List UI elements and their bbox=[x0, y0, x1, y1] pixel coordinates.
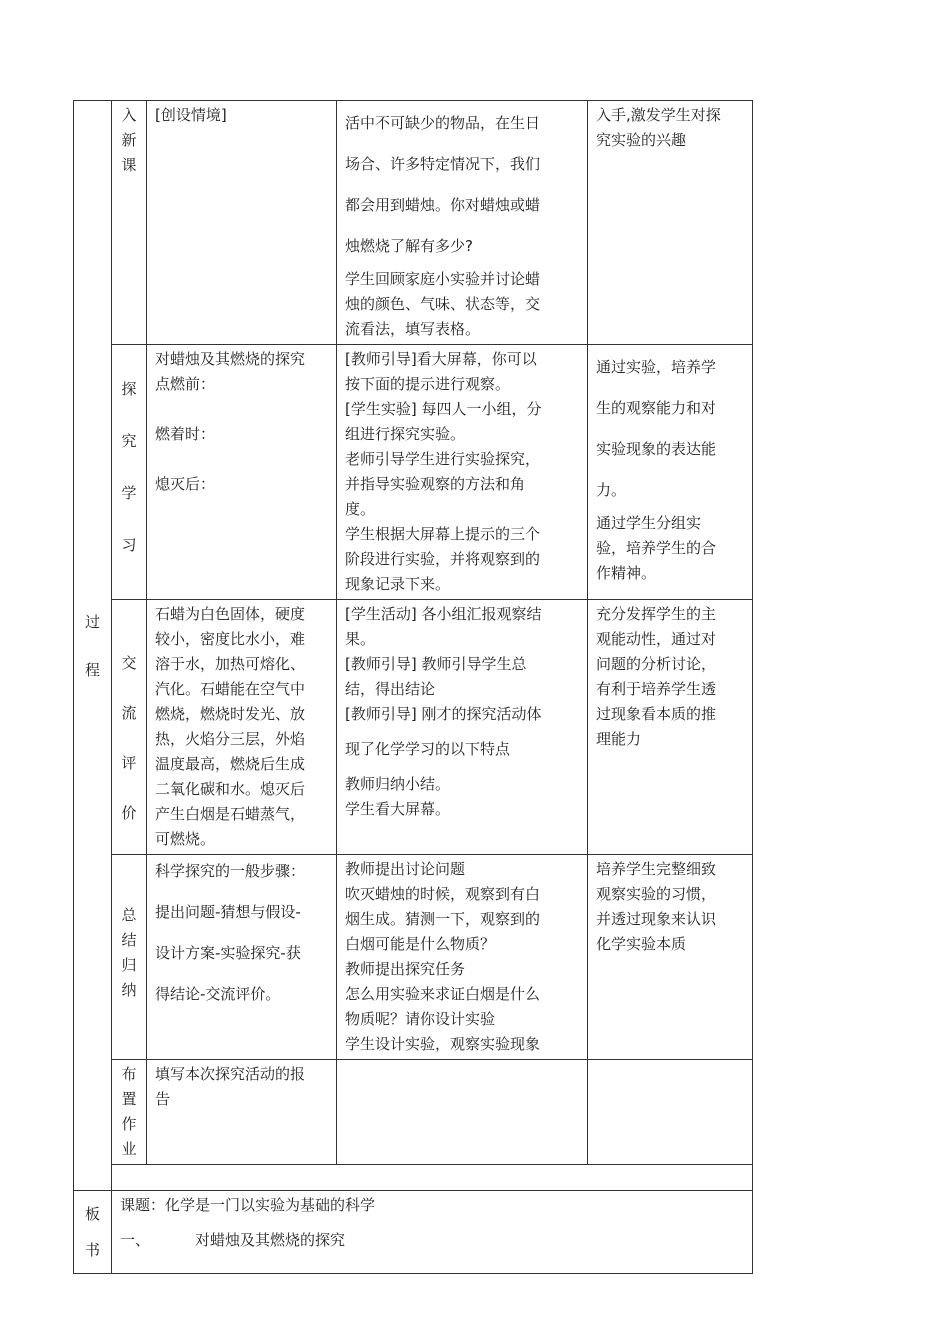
intent-line: 并透过现象来认识 bbox=[596, 910, 717, 928]
intent-cell bbox=[588, 600, 753, 855]
stage-cell bbox=[112, 101, 147, 345]
content-line: 熄灭后： bbox=[155, 475, 216, 493]
stage-label: 布 bbox=[121, 1065, 137, 1083]
teacher-line: 学生根据大屏幕上提示的三个 bbox=[345, 525, 541, 543]
content-line: 产生白烟是石蜡蒸气， bbox=[155, 805, 306, 823]
intent-line: 通过实验，培养学 bbox=[596, 358, 717, 376]
teacher-line: 烛的颜色、气味、状态等，交 bbox=[345, 295, 541, 313]
stage-label: 交 bbox=[121, 654, 137, 672]
stage-label: 课 bbox=[121, 156, 137, 174]
content-line: 设计方案-实验探究-获 bbox=[155, 944, 301, 962]
stage-label: 入 bbox=[121, 106, 137, 124]
content-line: [创设情境] bbox=[155, 106, 227, 124]
content-cell bbox=[147, 101, 337, 345]
board-content-cell bbox=[112, 1191, 753, 1274]
content-line: 汽化。石蜡能在空气中 bbox=[155, 680, 306, 698]
teacher-line: [教师引导] 教师引导学生总 bbox=[345, 655, 527, 673]
teacher-line: 现象记录下来。 bbox=[345, 575, 451, 593]
teacher-line: 结，得出结论 bbox=[345, 680, 436, 698]
stage-label: 流 bbox=[121, 704, 137, 722]
content-line: 石蜡为白色固体，硬度 bbox=[155, 605, 306, 623]
teacher-line: 白烟可能是什么物质？ bbox=[345, 935, 496, 953]
empty-cell bbox=[112, 1165, 753, 1191]
stage-label: 新 bbox=[121, 131, 137, 149]
stage-label: 究 bbox=[121, 432, 137, 450]
board-item-number: 一、 bbox=[120, 1231, 151, 1249]
board-item-text: 对蜡烛及其燃烧的探究 bbox=[195, 1231, 346, 1249]
content-line: 点燃前： bbox=[155, 375, 216, 393]
teacher-line: 学生设计实验，观察实验现象 bbox=[345, 1035, 541, 1053]
content-line: 燃烧，燃烧时发光、放 bbox=[155, 705, 306, 723]
teacher-cell bbox=[337, 600, 588, 855]
teacher-cell bbox=[337, 345, 588, 600]
stage-label: 价 bbox=[121, 804, 137, 822]
intent-line: 过现象看本质的推 bbox=[596, 705, 717, 723]
table-row bbox=[74, 600, 753, 855]
teacher-line: 老师引导学生进行实验探究， bbox=[345, 450, 541, 468]
process-label-cell bbox=[74, 101, 112, 1191]
intent-cell bbox=[588, 101, 753, 345]
teacher-line: 学生看大屏幕。 bbox=[345, 800, 451, 818]
content-line: 科学探究的一般步骤： bbox=[155, 862, 306, 880]
teacher-line: 按下面的提示进行观察。 bbox=[345, 375, 511, 393]
content-line: 燃着时： bbox=[155, 425, 216, 443]
stage-label: 置 bbox=[121, 1090, 137, 1108]
teacher-line: 烛燃烧了解有多少? bbox=[345, 237, 473, 255]
teacher-line: [教师引导]看大屏幕，你可以 bbox=[345, 350, 537, 368]
teacher-line: 果。 bbox=[345, 630, 376, 648]
content-line: 较小，密度比水小，难 bbox=[155, 630, 306, 648]
content-cell bbox=[147, 1060, 337, 1165]
stage-cell bbox=[112, 1060, 147, 1165]
content-line: 可燃烧。 bbox=[155, 830, 216, 848]
intent-line: 力。 bbox=[596, 481, 627, 499]
stage-label: 作 bbox=[121, 1115, 137, 1133]
intent-line: 化学实验本质 bbox=[596, 935, 687, 953]
intent-line: 生的观察能力和对 bbox=[596, 399, 717, 417]
process-label: 程 bbox=[84, 660, 100, 679]
intent-line: 通过学生分组实 bbox=[596, 514, 702, 532]
stage-label: 评 bbox=[121, 754, 137, 772]
teacher-line: [学生活动] 各小组汇报观察结 bbox=[345, 605, 542, 623]
content-cell bbox=[147, 600, 337, 855]
intent-line: 充分发挥学生的主 bbox=[596, 605, 717, 623]
intent-line: 培养学生完整细致 bbox=[596, 860, 717, 878]
teacher-line: 流看法，填写表格。 bbox=[345, 320, 481, 338]
teacher-line: 度。 bbox=[345, 500, 376, 518]
board-title: 课题：化学是一门以实验为基础的科学 bbox=[120, 1196, 376, 1214]
board-label: 书 bbox=[84, 1241, 100, 1259]
lesson-plan-table bbox=[73, 100, 753, 1274]
teacher-line: 活中不可缺少的物品，在生日 bbox=[345, 114, 541, 132]
teacher-line: 都会用到蜡烛。你对蜡烛或蜡 bbox=[345, 196, 541, 214]
content-line: 溶于水，加热可熔化、 bbox=[155, 655, 306, 673]
table-row bbox=[74, 855, 753, 1060]
teacher-line: 烟生成。猜测一下，观察到的 bbox=[345, 910, 541, 928]
intent-line: 验，培养学生的合 bbox=[596, 539, 717, 557]
teacher-line: 怎么用实验来求证白烟是什么 bbox=[345, 985, 541, 1003]
intent-line: 实验现象的表达能 bbox=[596, 440, 717, 458]
table-row bbox=[74, 1191, 753, 1274]
intent-line: 问题的分析讨论， bbox=[596, 655, 717, 673]
content-line: 告 bbox=[155, 1090, 171, 1108]
teacher-line: 教师归纳小结。 bbox=[345, 775, 451, 793]
intent-cell bbox=[588, 855, 753, 1060]
stage-label: 归 bbox=[121, 956, 137, 974]
table-row bbox=[74, 1060, 753, 1165]
stage-label: 纳 bbox=[121, 981, 137, 999]
teacher-line: 现了化学学习的以下特点 bbox=[345, 740, 511, 758]
stage-cell bbox=[112, 345, 147, 600]
teacher-cell bbox=[337, 101, 588, 345]
table-row bbox=[74, 345, 753, 600]
intent-line: 作精神。 bbox=[596, 564, 657, 582]
intent-line: 观能动性，通过对 bbox=[596, 630, 717, 648]
teacher-cell bbox=[337, 1060, 588, 1165]
board-label: 板 bbox=[84, 1205, 100, 1223]
content-cell bbox=[147, 855, 337, 1060]
teacher-line: 教师提出探究任务 bbox=[345, 960, 466, 978]
intent-line: 入手,激发学生对探 bbox=[596, 106, 721, 124]
intent-line: 理能力 bbox=[596, 730, 642, 748]
content-line: 提出问题-猜想与假设- bbox=[155, 903, 301, 921]
content-line: 二氧化碳和水。熄灭后 bbox=[155, 780, 306, 798]
intent-line: 有利于培养学生透 bbox=[596, 680, 717, 698]
content-line: 热，火焰分三层，外焰 bbox=[155, 730, 306, 748]
teacher-line: 场合、许多特定情况下，我们 bbox=[345, 155, 541, 173]
content-line: 对蜡烛及其燃烧的探究 bbox=[155, 350, 306, 368]
stage-label: 业 bbox=[121, 1140, 137, 1158]
stage-label: 结 bbox=[121, 931, 137, 949]
content-line: 填写本次探究活动的报 bbox=[155, 1065, 306, 1083]
board-label-cell bbox=[74, 1191, 112, 1274]
teacher-line: 并指导实验观察的方法和角 bbox=[345, 475, 526, 493]
intent-cell bbox=[588, 345, 753, 600]
stage-cell bbox=[112, 855, 147, 1060]
teacher-line: 阶段进行实验，并将观察到的 bbox=[345, 550, 541, 568]
stage-label: 习 bbox=[121, 536, 137, 554]
teacher-line: [学生实验] 每四人一小组，分 bbox=[345, 400, 542, 418]
teacher-line: [教师引导] 刚才的探究活动体 bbox=[345, 705, 542, 723]
teacher-line: 学生回顾家庭小实验并讨论蜡 bbox=[345, 270, 541, 288]
stage-cell bbox=[112, 600, 147, 855]
intent-cell bbox=[588, 1060, 753, 1165]
board-item bbox=[120, 1228, 744, 1253]
teacher-line: 组进行探究实验。 bbox=[345, 425, 466, 443]
stage-label: 学 bbox=[121, 484, 137, 502]
teacher-cell bbox=[337, 855, 588, 1060]
teacher-line: 吹灭蜡烛的时候，观察到有白 bbox=[345, 885, 541, 903]
intent-line: 究实验的兴趣 bbox=[596, 131, 687, 149]
intent-line: 观察实验的习惯， bbox=[596, 885, 717, 903]
stage-label: 总 bbox=[121, 906, 137, 924]
stage-label: 探 bbox=[121, 380, 137, 398]
table-row bbox=[74, 101, 753, 345]
teacher-line: 教师提出讨论问题 bbox=[345, 860, 466, 878]
content-line: 得结论-交流评价。 bbox=[155, 985, 281, 1003]
table-row-empty bbox=[74, 1165, 753, 1191]
content-line: 温度最高，燃烧后生成 bbox=[155, 755, 306, 773]
content-cell bbox=[147, 345, 337, 600]
process-label: 过 bbox=[84, 612, 100, 631]
teacher-line: 物质呢？请你设计实验 bbox=[345, 1010, 496, 1028]
